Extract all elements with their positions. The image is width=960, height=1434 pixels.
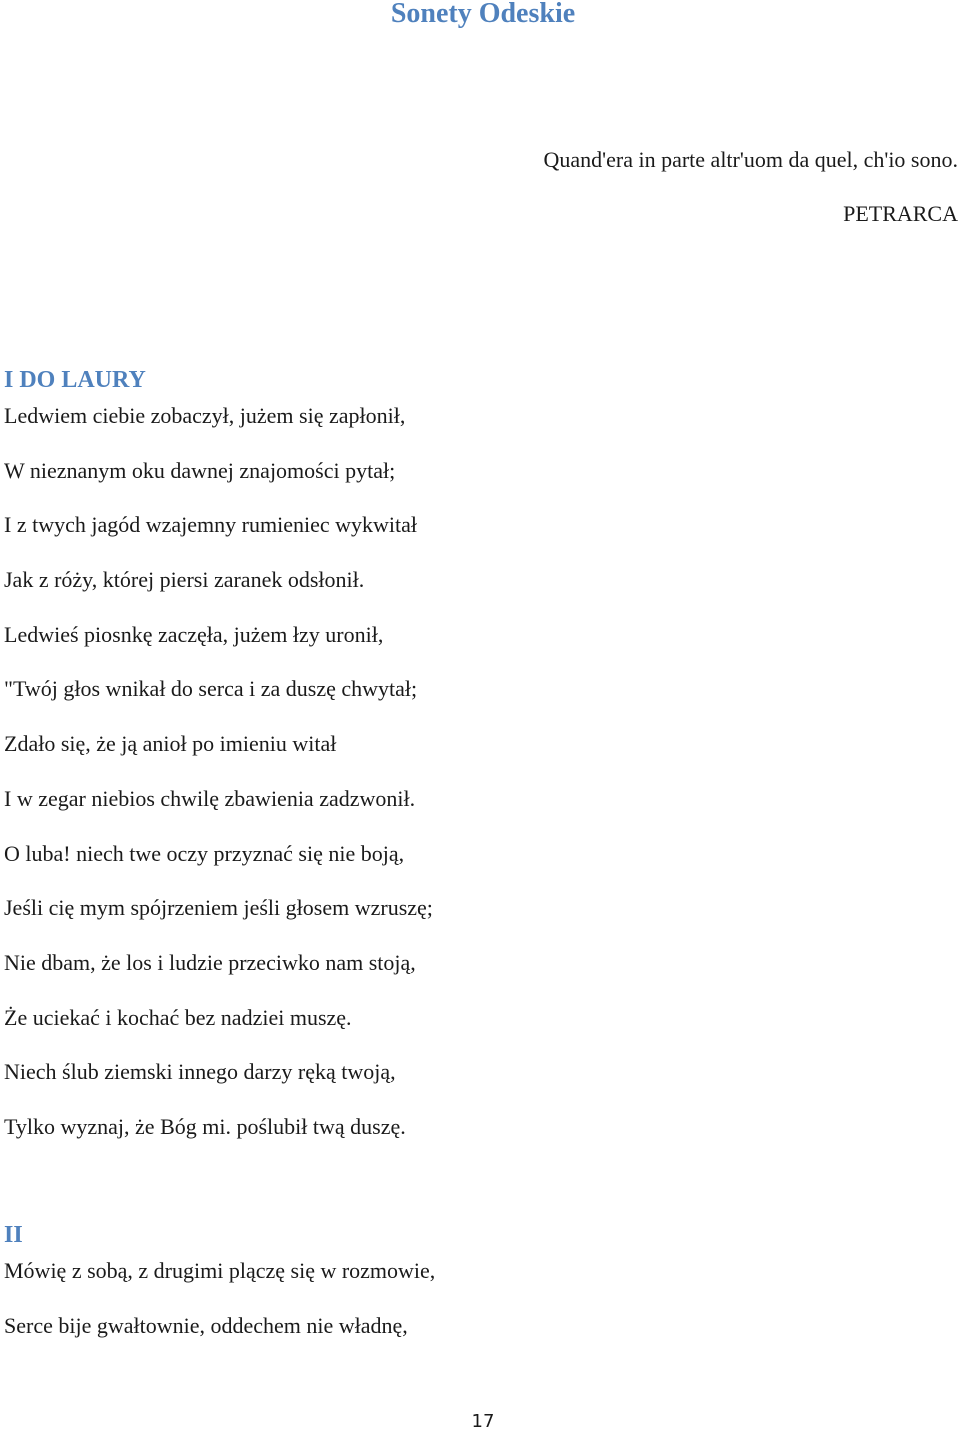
- verse-line: Jeśli cię mym spójrzeniem jeśli głosem wzruszę;: [4, 895, 433, 921]
- verse-line: Niech ślub ziemski innego darzy ręką twoją,: [4, 1059, 396, 1085]
- verse-line: Że uciekać i kochać bez nadziei muszę.: [4, 1004, 352, 1030]
- verse-line: Mówię z sobą, z drugimi plączę się w rozmowie,: [4, 1258, 436, 1283]
- verse-line: W nieznanym oku dawnej znajomości pytał;: [4, 457, 396, 483]
- verse-line: I z twych jagód wzajemny rumieniec wykwitał: [4, 512, 417, 538]
- verse-line: I w zegar niebios chwilę zbawienia zadzwonił.: [4, 785, 416, 811]
- verse-list: [4, 402, 433, 1168]
- sonnet-heading: II: [4, 1222, 23, 1248]
- verse-line: Nie dbam, że los i ludzie przeciwko nam stoją,: [4, 949, 416, 975]
- verse-list: [4, 1257, 435, 1366]
- verse-line: Jak z róży, której piersi zaranek odsłonił.: [4, 567, 365, 593]
- verse-line: Tylko wyznaj, że Bóg mi. poślubił twą duszę.: [4, 1113, 406, 1139]
- verse-line: Zdało się, że ją anioł po imieniu witał: [4, 731, 337, 757]
- verse-line: "Twój głos wnikał do serca i za duszę chwytał;: [4, 676, 418, 702]
- verse-line: O luba! niech twe oczy przyznać się nie boją,: [4, 840, 405, 866]
- verse-line: Ledwiem ciebie zobaczył, jużem się zapłonił,: [4, 403, 406, 428]
- epigraph: Quand'era in parte altr'uom da quel, ch'io sono.: [543, 147, 958, 172]
- verse-line: Serce bije gwałtownie, oddechem nie władnę,: [4, 1312, 408, 1338]
- verse-line: Ledwieś piosnkę zaczęła, jużem łzy uronił,: [4, 621, 384, 647]
- document-title: Sonety Odeskie: [390, 0, 576, 29]
- page-number: 17: [471, 1411, 495, 1432]
- sonnet-heading: I DO LAURY: [4, 367, 146, 393]
- epigraph-author: PETRARCA: [843, 201, 958, 226]
